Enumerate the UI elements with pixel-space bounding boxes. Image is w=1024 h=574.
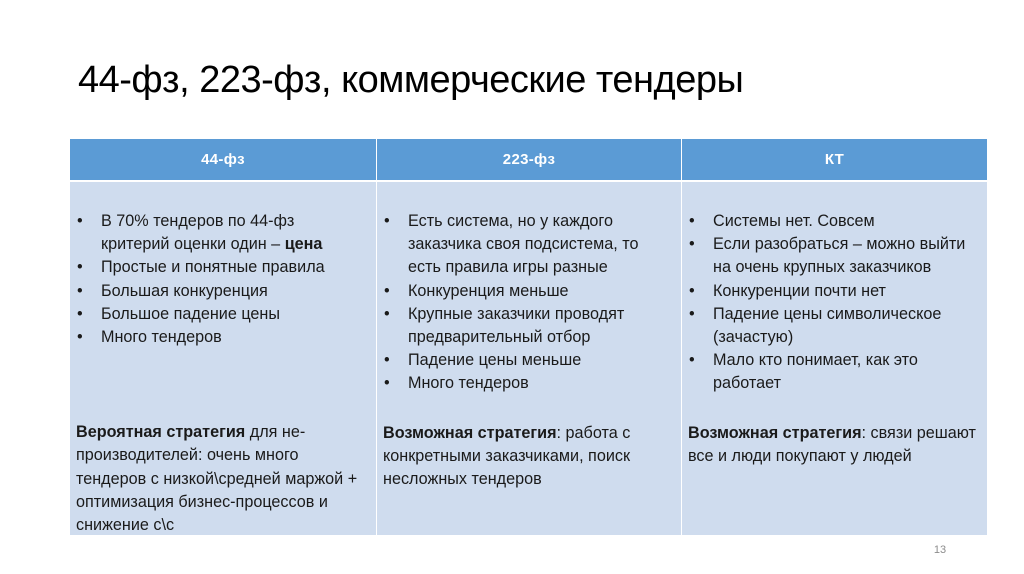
bullet-list-223fz	[383, 210, 671, 396]
list-item: • Есть система, но у каждого заказчика своя подсистема, то есть правила игры разные	[383, 210, 671, 280]
list-item: • Много тендеров	[383, 372, 671, 395]
list-item: • Много тендеров	[76, 326, 366, 349]
list-item: • Конкуренции почти нет	[688, 280, 977, 303]
list-item: • Мало кто понимает, как это работает	[688, 349, 977, 395]
column-kt	[682, 180, 987, 535]
slide-title: 44-фз, 223-фз, коммерческие тендеры	[78, 59, 744, 101]
list-item: • Падение цены символическое (зачастую)	[688, 303, 977, 349]
comparison-table	[70, 139, 987, 535]
page-number: 13	[933, 544, 947, 556]
list-item: • Большая конкуренция	[76, 280, 366, 303]
header-44fz: 44-фз	[70, 139, 376, 180]
column-44fz	[70, 180, 376, 535]
strategy-kt: Возможная стратегия: связи решают все и люди покупают у людей	[688, 423, 976, 465]
header-kt: КТ	[682, 139, 987, 180]
list-item: • Падение цены меньше	[383, 349, 671, 372]
list-item: • Системы нет. Совсем	[688, 210, 977, 233]
strategy-44fz: Вероятная стратегия для не-производителей: очень много тендеров с низкой\средней маржой + оптимизация бизнес-процессов и снижение с\с	[76, 423, 358, 535]
bullet-list-kt	[688, 210, 977, 396]
column-223fz	[376, 180, 682, 535]
header-223fz: 223-фз	[376, 139, 682, 180]
list-item: • Большое падение цены	[76, 303, 366, 326]
list-item: • Конкуренция меньше	[383, 280, 671, 303]
strategy-223fz: Возможная стратегия: работа с конкретными заказчиками, поиск несложных тендеров	[383, 423, 631, 489]
list-item: • Если разобраться – можно выйти на очень крупных заказчиков	[688, 233, 977, 279]
list-item: • В 70% тендеров по 44-фз критерий оценки один – цена	[76, 210, 366, 256]
list-item: • Крупные заказчики проводят предварительный отбор	[383, 303, 671, 349]
bullet-list-44fz	[76, 210, 366, 349]
list-item: • Простые и понятные правила	[76, 256, 366, 279]
